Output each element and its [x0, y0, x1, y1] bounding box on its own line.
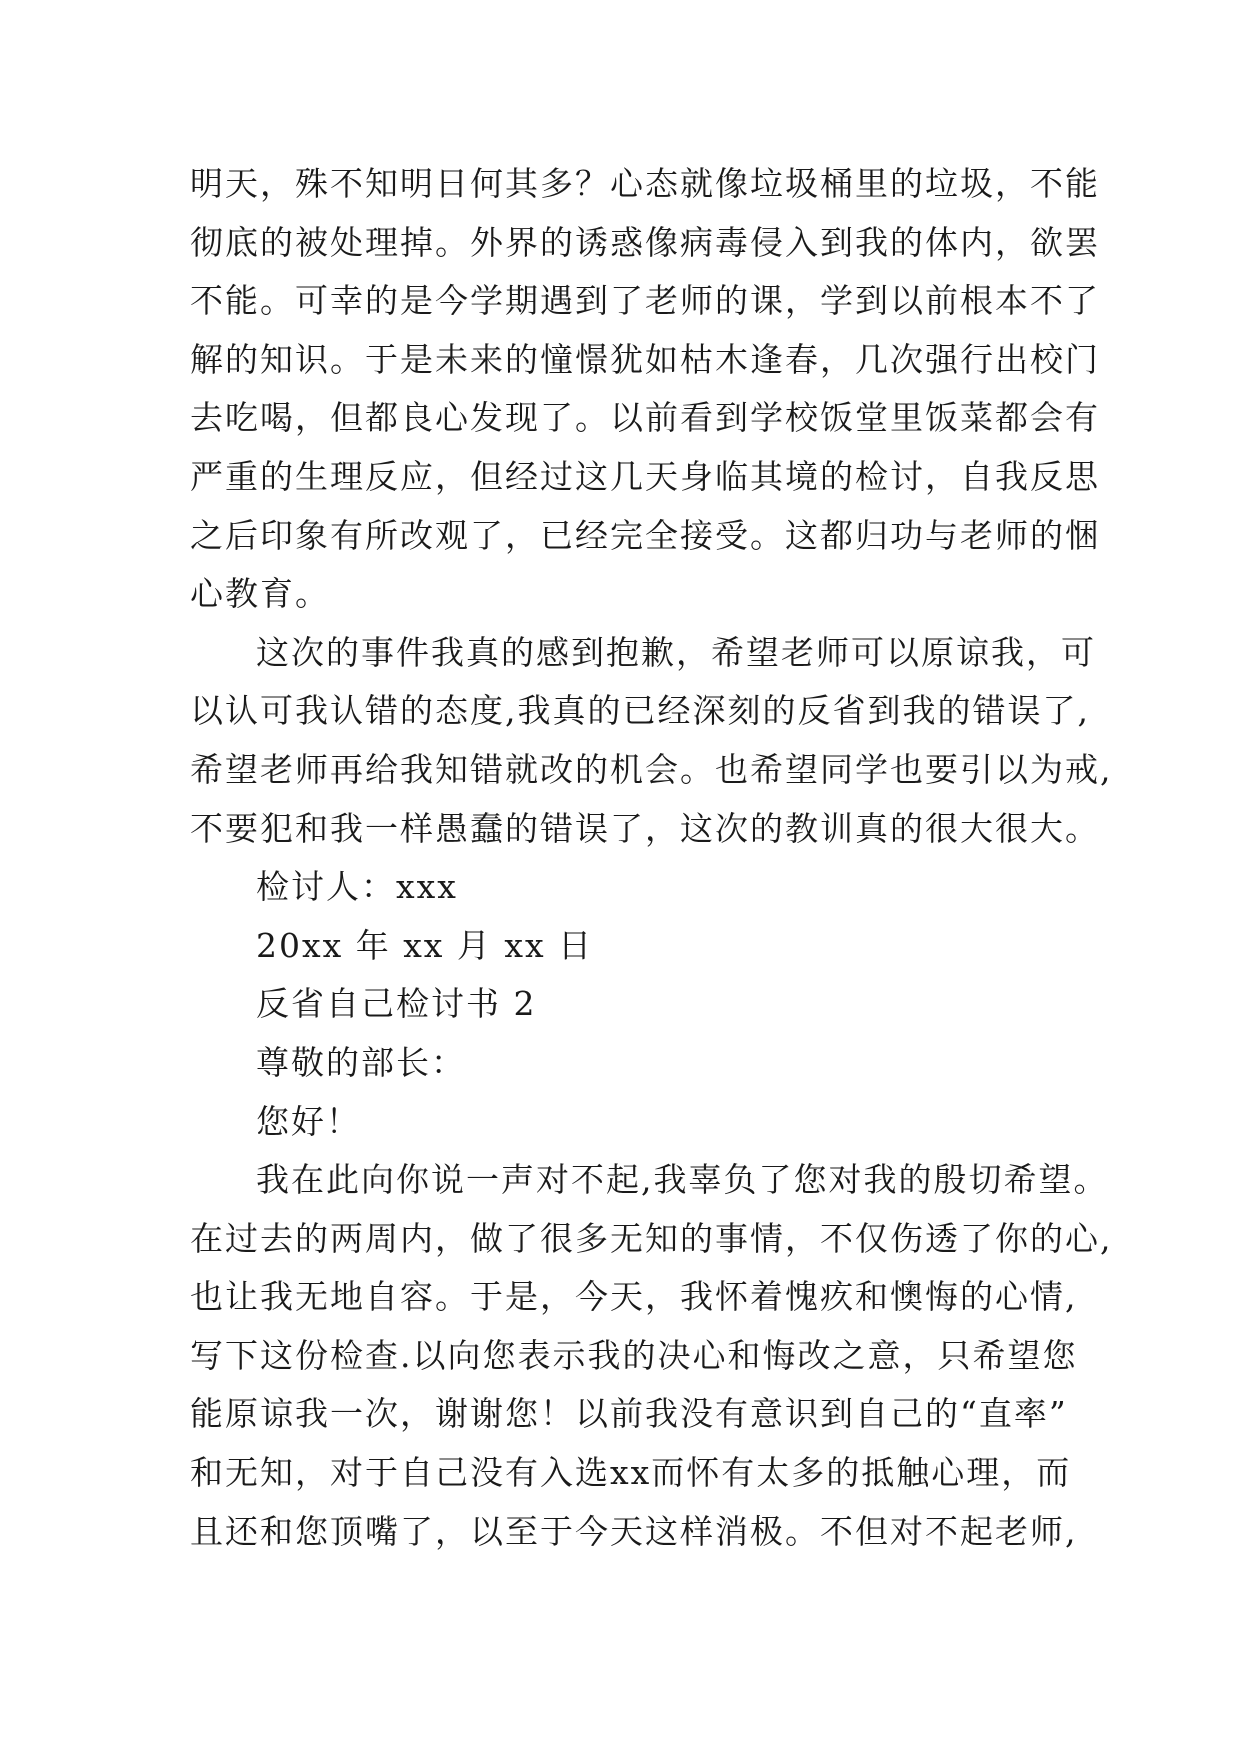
text-line: 心教育。 [190, 574, 330, 614]
text-line: 在 过 去 的 两 周 内 ， 做 了 很 多 无 知 的 事 情 ， 不 仅 伤 透 了 你 的 心 , [190, 1218, 1113, 1258]
text-line: 明 天 ， 殊 不 知 明 日 何 其 多 ？ 心 态 就 像 垃 圾 桶 里 的 垃 圾 ， 不 能 [190, 164, 1100, 203]
text-line: 不 能 。 可 幸 的 是 今 学 期 遇 到 了 老 师 的 课 ， 学 到 以 前 根 本 不 了 [190, 281, 1100, 321]
text-line: 写 下 这 份 检 查 . 以 向 您 表 示 我 的 决 心 和 悔 改 之 意 ， 只 希 望 您 [190, 1335, 1078, 1375]
text-line: 希 望 老 师 再 给 我 知 错 就 改 的 机 会 。 也 希 望 同 学 也 要 引 以 为 戒 , [190, 749, 1113, 789]
text-line: 您好！ [256, 1101, 361, 1141]
text-line: 也 让 我 无 地 自 容 。 于 是 ， 今 天 ， 我 怀 着 愧 疚 和 懊 悔 的 心 情 , [190, 1277, 1078, 1317]
text-line: 彻 底 的 被 处 理 掉 。 外 界 的 诱 惑 像 病 毒 侵 入 到 我 的 体 内 ， 欲 罢 [190, 222, 1100, 262]
text-line: 解 的 知 识 。 于 是 未 来 的 憧 憬 犹 如 枯 木 逢 春 ， 几 次 强 行 出 校 门 [190, 339, 1100, 379]
text-line: 以 认 可 我 认 错 的 态 度 , 我 真 的 已 经 深 刻 的 反 省 到 我 的 错 误 了 , [190, 691, 1090, 731]
text-line: 能 原 谅 我 一 次 ， 谢 谢 您 ！ 以 前 我 没 有 意 识 到 自 己 的 “ 直 率 ” [190, 1394, 1068, 1434]
text-line: 且 还 和 您 顶 嘴 了 ， 以 至 于 今 天 这 样 消 极 。 不 但 对 不 起 老 师 , [190, 1511, 1078, 1551]
text-line: 反省自己检讨书 2 [256, 984, 537, 1024]
text-line: 严 重 的 生 理 反 应 ， 但 经 过 这 几 天 身 临 其 境 的 检 讨 ， 自 我 反 思 [190, 456, 1100, 496]
text-line: 20xx 年 xx 月 xx 日 [256, 925, 594, 965]
text-line: 去 吃 喝 ， 但 都 良 心 发 现 了 。 以 前 看 到 学 校 饭 堂 里 饭 菜 都 会 有 [190, 398, 1100, 438]
text-line: 不 要 犯 和 我 一 样 愚 蠢 的 错 误 了 ， 这 次 的 教 训 真 的 很 大 很 大 。 [190, 808, 1100, 848]
text-line: 和 无 知 ， 对 于 自 己 没 有 入 选 x x 而 怀 有 太 多 的 抵 触 心 理 ， 而 [190, 1453, 1072, 1493]
document-body [190, 155, 1113, 1561]
text-line: 这 次 的 事 件 我 真 的 感 到 抱 歉 ， 希 望 老 师 可 以 原 谅 我 ， 可 [256, 632, 1096, 672]
text-line: 尊敬的部长： [256, 1042, 466, 1082]
text-line: 检讨人：xxx [256, 867, 458, 907]
text-line: 之 后 印 象 有 所 改 观 了 ， 已 经 完 全 接 受 。 这 都 归 功 与 老 师 的 悃 [190, 515, 1100, 555]
text-line: 我 在 此 向 你 说 一 声 对 不 起 , 我 辜 负 了 您 对 我 的 殷 切 希 望 。 [256, 1160, 1109, 1200]
